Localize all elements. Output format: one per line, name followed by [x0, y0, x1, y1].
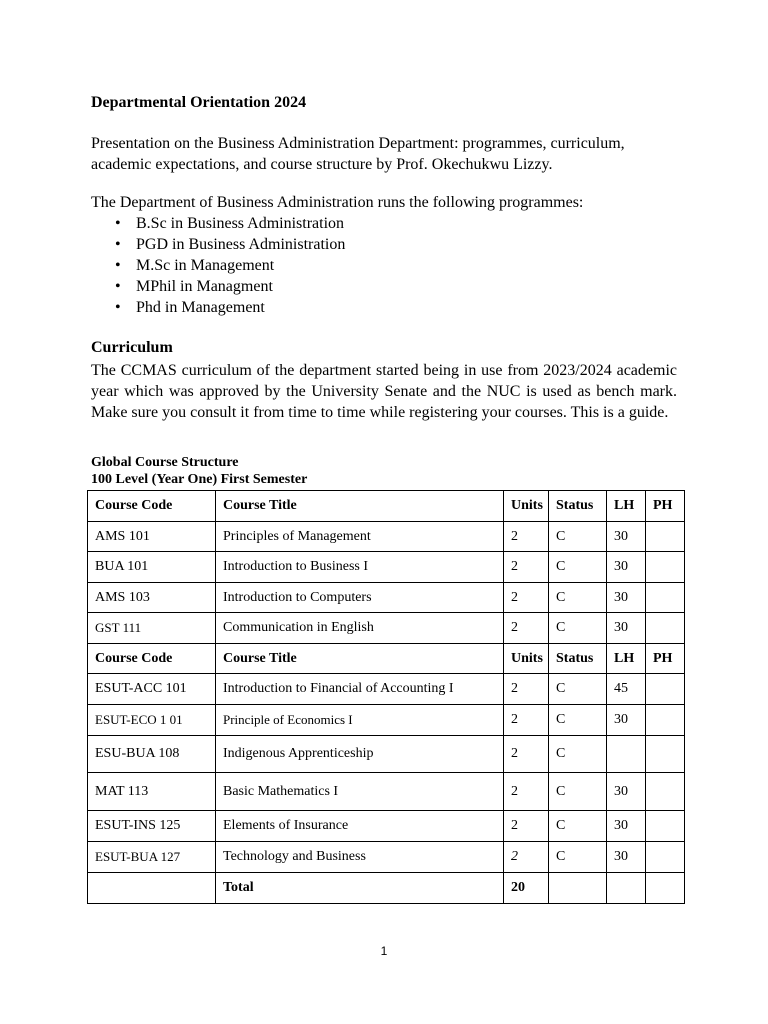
total-ph-cell [646, 873, 685, 904]
header-cell: LH [607, 644, 646, 674]
course-title: Basic Mathematics I [216, 773, 504, 811]
table-row [88, 842, 685, 873]
course-status: C [549, 736, 607, 773]
course-ph [646, 736, 685, 773]
course-status: C [549, 522, 607, 552]
course-ph [646, 522, 685, 552]
course-ph [646, 613, 685, 644]
course-code: BUA 101 [88, 552, 216, 583]
course-units: 2 [504, 811, 549, 842]
course-code: MAT 113 [88, 773, 216, 811]
table-row [88, 736, 685, 773]
course-status: C [549, 811, 607, 842]
course-lh [607, 736, 646, 773]
header-cell: LH [607, 491, 646, 522]
intro-paragraph: Presentation on the Business Administration Department: programmes, curriculum, academic expectations, and course structure by Prof. Okechukwu Lizzy. [91, 135, 625, 173]
course-units: 2 [504, 583, 549, 613]
table-row [88, 705, 685, 736]
course-code: ESUT-ECO 1 01 [88, 705, 216, 736]
list-item: • PGD in Business Administration [115, 236, 346, 253]
table-header-row [88, 491, 685, 522]
course-ph [646, 773, 685, 811]
course-ph [646, 811, 685, 842]
page-number: 1 [380, 944, 388, 958]
document-title: Departmental Orientation 2024 [91, 94, 307, 111]
course-status: C [549, 773, 607, 811]
list-item: • M.Sc in Management [115, 257, 275, 274]
course-units: 2 [504, 613, 549, 644]
course-units: 2 [504, 552, 549, 583]
list-item: • Phd in Management [115, 299, 265, 316]
course-title: Introduction to Computers [216, 583, 504, 613]
course-title: Introduction to Business I [216, 552, 504, 583]
header-cell: Status [549, 491, 607, 522]
course-ph [646, 842, 685, 873]
course-ph [646, 674, 685, 705]
table-row [88, 583, 685, 613]
header-cell: Course Code [88, 644, 216, 674]
course-lh: 30 [607, 705, 646, 736]
header-cell: Course Title [216, 491, 504, 522]
header-cell: Course Code [88, 491, 216, 522]
course-code: GST 111 [88, 613, 216, 644]
course-lh: 30 [607, 552, 646, 583]
course-title: Elements of Insurance [216, 811, 504, 842]
course-code: ESUT-INS 125 [88, 811, 216, 842]
course-status: C [549, 613, 607, 644]
course-title: Indigenous Apprenticeship [216, 736, 504, 773]
course-title: Principles of Management [216, 522, 504, 552]
course-code: ESU-BUA 108 [88, 736, 216, 773]
course-units: 2 [504, 842, 549, 873]
table-row [88, 811, 685, 842]
header-cell: PH [646, 491, 685, 522]
header-cell: Status [549, 644, 607, 674]
total-label: Total [216, 873, 504, 904]
bullet-icon: • [115, 236, 121, 253]
course-title: Introduction to Financial of Accounting I [216, 674, 504, 705]
header-cell: PH [646, 644, 685, 674]
header-cell: Course Title [216, 644, 504, 674]
course-lh: 30 [607, 842, 646, 873]
table-row [88, 674, 685, 705]
header-cell: Units [504, 644, 549, 674]
total-code-cell [88, 873, 216, 904]
course-units: 2 [504, 736, 549, 773]
course-ph [646, 552, 685, 583]
header-cell: Units [504, 491, 549, 522]
course-code: AMS 103 [88, 583, 216, 613]
course-units: 2 [504, 773, 549, 811]
curriculum-paragraph: The CCMAS curriculum of the department started being in use from 2023/2024 academic year which was approved by the University Senate and the NUC is used as bench mark. Make sure you consult it from time to time while registering your courses. This is a guide. [91, 362, 677, 421]
course-status: C [549, 842, 607, 873]
total-status-cell [549, 873, 607, 904]
table-total-row [88, 873, 685, 904]
bullet-icon: • [115, 215, 121, 232]
course-lh: 30 [607, 613, 646, 644]
course-title: Technology and Business [216, 842, 504, 873]
table-row [88, 552, 685, 583]
course-code: AMS 101 [88, 522, 216, 552]
course-status: C [549, 705, 607, 736]
list-item: • MPhil in Managment [115, 278, 273, 295]
course-title: Communication in English [216, 613, 504, 644]
course-lh: 30 [607, 811, 646, 842]
course-status: C [549, 674, 607, 705]
total-units: 20 [504, 873, 549, 904]
course-units: 2 [504, 674, 549, 705]
course-table [87, 490, 685, 904]
programmes-list [91, 213, 345, 318]
list-item: • B.Sc in Business Administration [115, 215, 345, 232]
course-code: ESUT-BUA 127 [88, 842, 216, 873]
table-title: Global Course Structure [91, 455, 239, 470]
course-code: ESUT-ACC 101 [88, 674, 216, 705]
bullet-icon: • [115, 299, 121, 316]
table-row [88, 522, 685, 552]
course-status: C [549, 583, 607, 613]
course-status: C [549, 552, 607, 583]
course-ph [646, 705, 685, 736]
table-subtitle: 100 Level (Year One) First Semester [91, 472, 308, 487]
course-lh: 30 [607, 522, 646, 552]
table-row [88, 773, 685, 811]
course-units: 2 [504, 522, 549, 552]
bullet-icon: • [115, 278, 121, 295]
bullet-icon: • [115, 257, 121, 274]
table-header-row [88, 644, 685, 674]
total-lh-cell [607, 873, 646, 904]
course-lh: 30 [607, 583, 646, 613]
course-units: 2 [504, 705, 549, 736]
table-row [88, 613, 685, 644]
curriculum-heading: Curriculum [91, 339, 173, 356]
course-ph [646, 583, 685, 613]
course-title: Principle of Economics I [216, 705, 504, 736]
course-lh: 45 [607, 674, 646, 705]
course-lh: 30 [607, 773, 646, 811]
programmes-intro: The Department of Business Administration runs the following programmes: [91, 194, 584, 211]
